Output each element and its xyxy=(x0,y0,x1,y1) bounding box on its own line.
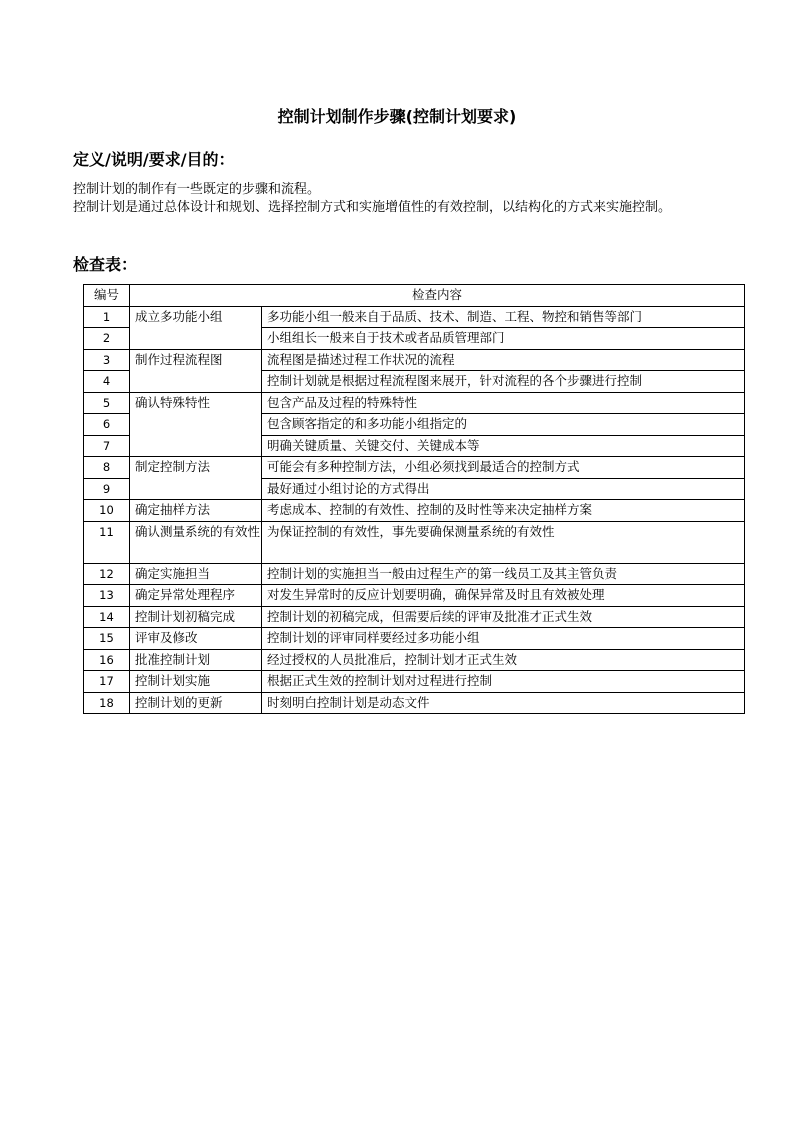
table-row xyxy=(84,457,745,479)
row-content: 控制计划的评审同样要经过多功能小组 xyxy=(262,628,745,650)
row-content: 对发生异常时的反应计划要明确，确保异常及时且有效被处理 xyxy=(262,585,745,607)
row-content: 控制计划的实施担当一般由过程生产的第一线员工及其主管负责 xyxy=(262,563,745,585)
table-row xyxy=(84,585,745,607)
definition-body xyxy=(73,181,723,216)
table-row xyxy=(84,392,745,414)
row-content: 考虑成本、控制的有效性、控制的及时性等来决定抽样方案 xyxy=(262,500,745,522)
step-name: 确认特殊特性 xyxy=(130,392,262,457)
row-content: 明确关键质量、关键交付、关键成本等 xyxy=(262,435,745,457)
table-row xyxy=(84,671,745,693)
header-content: 检查内容 xyxy=(130,285,745,307)
step-name: 批准控制计划 xyxy=(130,649,262,671)
definition-paragraph: 控制计划的制作有一些既定的步骤和流程。 xyxy=(73,182,321,197)
checklist-table xyxy=(83,284,745,714)
table-row xyxy=(84,692,745,714)
row-number: 2 xyxy=(84,328,130,350)
row-number: 12 xyxy=(84,563,130,585)
row-number: 7 xyxy=(84,435,130,457)
table-header-row xyxy=(84,285,745,307)
row-number: 18 xyxy=(84,692,130,714)
step-name: 控制计划初稿完成 xyxy=(130,606,262,628)
document-title: 控制计划制作步骤(控制计划要求) xyxy=(277,107,517,126)
row-number: 14 xyxy=(84,606,130,628)
table-row xyxy=(84,563,745,585)
row-number: 1 xyxy=(84,306,130,328)
row-content: 可能会有多种控制方法，小组必须找到最适合的控制方式 xyxy=(262,457,745,479)
row-content: 时刻明白控制计划是动态文件 xyxy=(262,692,745,714)
row-number: 13 xyxy=(84,585,130,607)
table-row xyxy=(84,349,745,371)
row-number: 16 xyxy=(84,649,130,671)
row-content: 包含顾客指定的和多功能小组指定的 xyxy=(262,414,745,436)
step-name: 确认测量系统的有效性 xyxy=(130,521,262,563)
row-number: 5 xyxy=(84,392,130,414)
table-row xyxy=(84,606,745,628)
definition-heading: 定义/说明/要求/目的： xyxy=(73,150,235,169)
row-number: 15 xyxy=(84,628,130,650)
row-number: 6 xyxy=(84,414,130,436)
row-number: 8 xyxy=(84,457,130,479)
table-row xyxy=(84,306,745,328)
table-row xyxy=(84,628,745,650)
step-name: 评审及修改 xyxy=(130,628,262,650)
row-content: 包含产品及过程的特殊特性 xyxy=(262,392,745,414)
row-number: 10 xyxy=(84,500,130,522)
step-name: 确定实施担当 xyxy=(130,563,262,585)
step-name: 制作过程流程图 xyxy=(130,349,262,392)
definition-paragraph: 控制计划是通过总体设计和规划、选择控制方式和实施增值性的有效控制，以结构化的方式来实施控制。 xyxy=(73,199,672,215)
table-row xyxy=(84,521,745,563)
row-content: 流程图是描述过程工作状况的流程 xyxy=(262,349,745,371)
checklist-heading: 检查表： xyxy=(73,255,138,274)
row-content: 多功能小组一般来自于品质、技术、制造、工程、物控和销售等部门 xyxy=(262,306,745,328)
row-content: 控制计划的初稿完成，但需要后续的评审及批准才正式生效 xyxy=(262,606,745,628)
header-number: 编号 xyxy=(84,285,130,307)
row-number: 9 xyxy=(84,478,130,500)
table-row xyxy=(84,649,745,671)
row-number: 17 xyxy=(84,671,130,693)
row-content: 小组组长一般来自于技术或者品质管理部门 xyxy=(262,328,745,350)
step-name: 控制计划的更新 xyxy=(130,692,262,714)
row-content: 最好通过小组讨论的方式得出 xyxy=(262,478,745,500)
step-name: 成立多功能小组 xyxy=(130,306,262,349)
row-number: 3 xyxy=(84,349,130,371)
row-content: 控制计划就是根据过程流程图来展开，针对流程的各个步骤进行控制 xyxy=(262,371,745,393)
row-content: 根据正式生效的控制计划对过程进行控制 xyxy=(262,671,745,693)
step-name: 控制计划实施 xyxy=(130,671,262,693)
row-content: 经过授权的人员批准后，控制计划才正式生效 xyxy=(262,649,745,671)
row-number: 4 xyxy=(84,371,130,393)
step-name: 确定异常处理程序 xyxy=(130,585,262,607)
table-row xyxy=(84,500,745,522)
step-name: 制定控制方法 xyxy=(130,457,262,500)
step-name: 确定抽样方法 xyxy=(130,500,262,522)
row-content: 为保证控制的有效性，事先要确保测量系统的有效性 xyxy=(262,521,745,563)
row-number: 11 xyxy=(84,521,130,563)
